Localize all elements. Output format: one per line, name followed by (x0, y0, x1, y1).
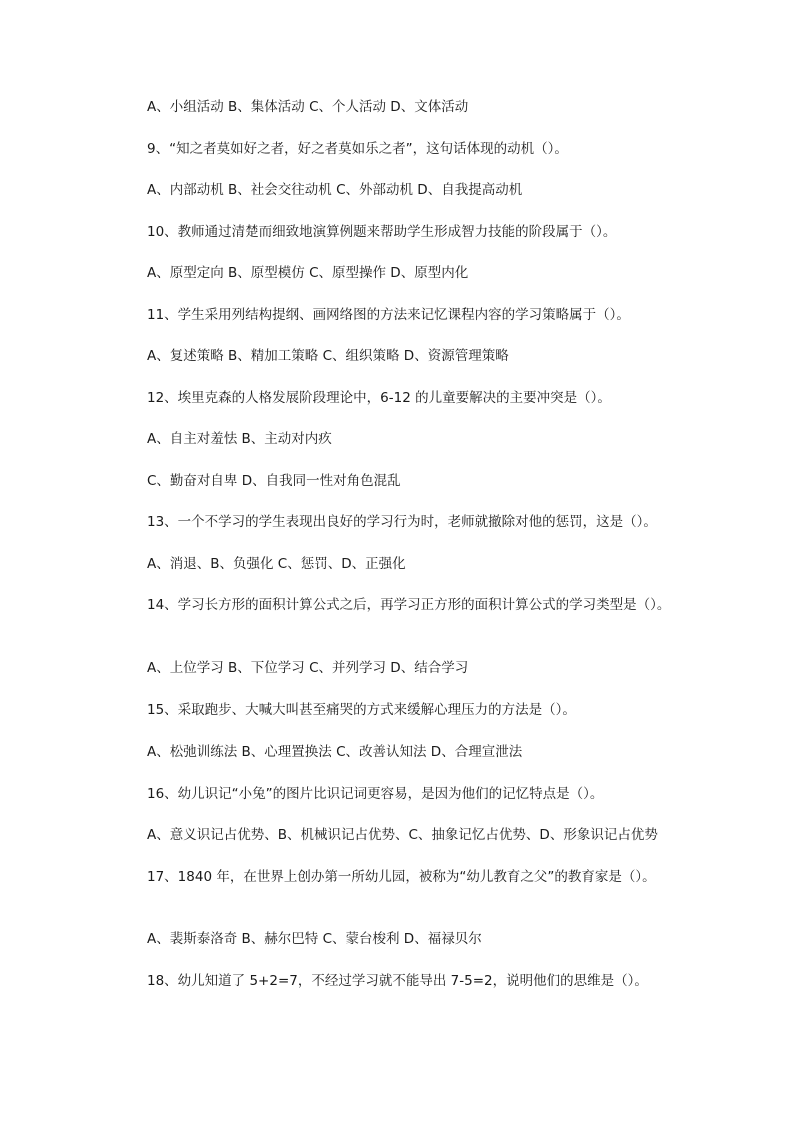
q14-options: A、上位学习 B、下位学习 C、并列学习 D、结合学习 (147, 660, 469, 676)
q10-options: A、原型定向 B、原型模仿 C、原型操作 D、原型内化 (147, 265, 469, 281)
q12-options-cd: C、勤奋对自卑 D、自我同一性对角色混乱 (147, 473, 401, 489)
q13-options: A、消退、B、负强化 C、惩罚、D、正强化 (147, 556, 406, 572)
q16-options: A、意义识记占优势、B、机械识记占优势、C、抽象记忆占优势、D、形象识记占优势 (147, 827, 658, 843)
q10-question: 10、教师通过清楚而细致地演算例题来帮助学生形成智力技能的阶段属于（）。 (147, 224, 617, 240)
q9-question: 9、“知之者莫如好之者，好之者莫如乐之者”，这句话体现的动机（）。 (147, 141, 568, 157)
q11-options: A、复述策略 B、精加工策略 C、组织策略 D、资源管理策略 (147, 348, 509, 364)
q17-options: A、裴斯泰洛奇 B、赫尔巴特 C、蒙台梭利 D、福禄贝尔 (147, 931, 482, 947)
q12-question: 12、埃里克森的人格发展阶段理论中，6-12 的儿童要解决的主要冲突是（）。 (147, 390, 611, 406)
q14-question: 14、学习长方形的面积计算公式之后，再学习正方形的面积计算公式的学习类型是（）。 (147, 597, 671, 613)
q9-options: A、内部动机 B、社会交往动机 C、外部动机 D、自我提高动机 (147, 182, 523, 198)
q15-options: A、松弛训练法 B、心理置换法 C、改善认知法 D、合理宣泄法 (147, 744, 523, 760)
q18-question: 18、幼儿知道了 5+2=7，不经过学习就不能导出 7-5=2，说明他们的思维是（）。 (147, 973, 648, 989)
q15-question: 15、采取跑步、大喊大叫甚至痛哭的方式来缓解心理压力的方法是（）。 (147, 702, 576, 718)
q13-question: 13、一个不学习的学生表现出良好的学习行为时，老师就撤除对他的惩罚，这是（）。 (147, 514, 657, 530)
q16-question: 16、幼儿识记“小兔”的图片比识记词更容易，是因为他们的记忆特点是（）。 (147, 786, 604, 802)
q12-options-ab: A、自主对羞怯 B、主动对内疚 (147, 431, 332, 447)
q8-options: A、小组活动 B、集体活动 C、个人活动 D、文体活动 (147, 99, 469, 115)
q17-question: 17、1840 年，在世界上创办第一所幼儿园，被称为“幼儿教育之父”的教育家是（）。 (147, 869, 656, 885)
q11-question: 11、学生采用列结构提纲、画网络图的方法来记忆课程内容的学习策略属于（）。 (147, 307, 630, 323)
